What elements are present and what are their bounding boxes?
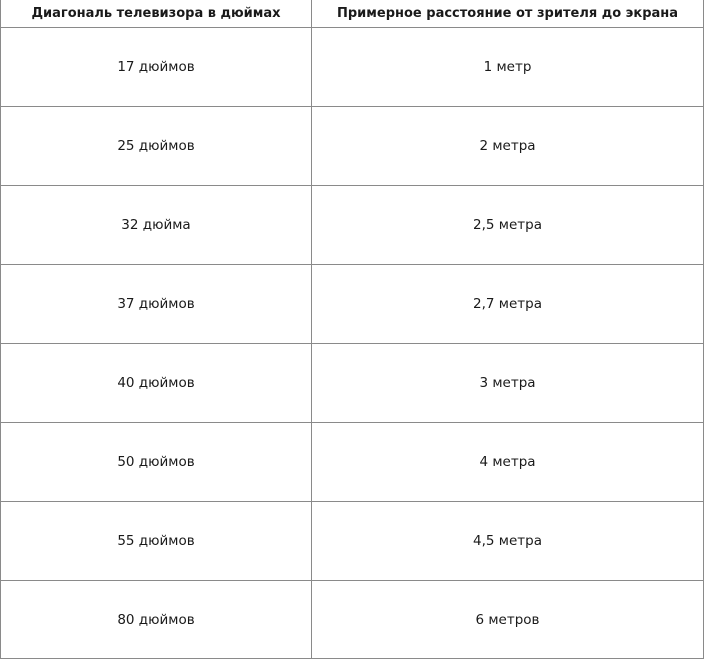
cell-diagonal: 50 дюймов xyxy=(1,423,312,502)
cell-diagonal: 80 дюймов xyxy=(1,581,312,659)
table-row xyxy=(1,344,704,423)
cell-diagonal: 40 дюймов xyxy=(1,344,312,423)
cell-distance: 3 метра xyxy=(312,344,704,423)
cell-diagonal: 37 дюймов xyxy=(1,265,312,344)
cell-distance: 2 метра xyxy=(312,107,704,186)
table-row xyxy=(1,581,704,659)
table-row xyxy=(1,107,704,186)
cell-distance: 4 метра xyxy=(312,423,704,502)
table-row xyxy=(1,265,704,344)
header-diagonal: Диагональ телевизора в дюймах xyxy=(1,0,312,28)
cell-diagonal: 25 дюймов xyxy=(1,107,312,186)
header-distance: Примерное расстояние от зрителя до экрана xyxy=(312,0,704,28)
table-row xyxy=(1,186,704,265)
cell-distance: 2,5 метра xyxy=(312,186,704,265)
cell-distance: 1 метр xyxy=(312,28,704,107)
cell-diagonal: 17 дюймов xyxy=(1,28,312,107)
cell-diagonal: 32 дюйма xyxy=(1,186,312,265)
table-header xyxy=(1,0,704,28)
table-body xyxy=(1,28,704,659)
table-row xyxy=(1,28,704,107)
cell-distance: 6 метров xyxy=(312,581,704,659)
cell-distance: 4,5 метра xyxy=(312,502,704,581)
table-row xyxy=(1,502,704,581)
cell-distance: 2,7 метра xyxy=(312,265,704,344)
table-row xyxy=(1,423,704,502)
header-row xyxy=(1,0,704,28)
cell-diagonal: 55 дюймов xyxy=(1,502,312,581)
